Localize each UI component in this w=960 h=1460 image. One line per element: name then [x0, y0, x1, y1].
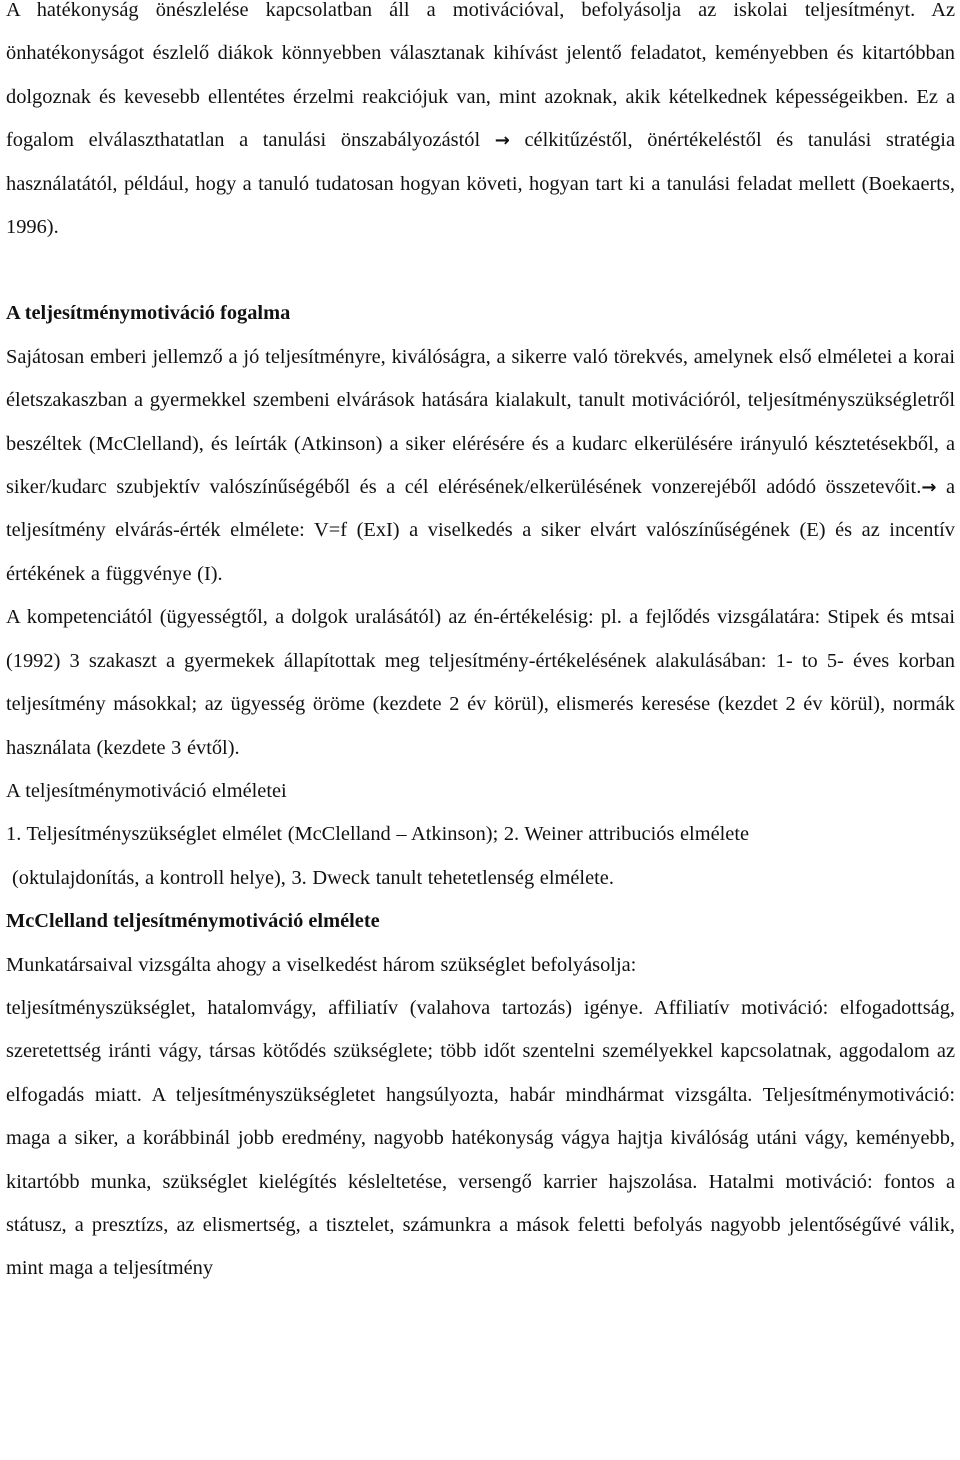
- theories-list-line-1: 1. Teljesítményszükséglet elmélet (McClelland – Atkinson); 2. Weiner attribuciós elmélete: [6, 823, 750, 846]
- paragraph-text: A hatékonyság önészlelése kapcsolatban áll a motivációval, befolyásolja az iskolai teljesítményt. Az önhatékonyságot észlelő diákok könnyebben választanak kihívást jelentő feladatot, keményebben és kitartóbban dolgoznak és kevesebb ellentétes érzelmi reakciójuk van, mint azoknak, akik kételkednek képességeikben. Ez a fogalom elválaszthatatlan a tanulási önszabályozástól: [6, 0, 955, 152]
- subheading-theories: A teljesítménymotiváció elméletei: [6, 779, 287, 802]
- arrow-right-icon: →: [494, 130, 510, 152]
- theories-list-line-2: (oktulajdonítás, a kontroll helye), 3. Dweck tanult tehetetlenség elmélete.: [12, 866, 614, 889]
- arrow-right-icon: →: [921, 477, 937, 499]
- paragraph-text: célkitűzéstől, önértékeléstől és tanulási stratégia használatától, például, hogy a tanuló tudatosan hogyan követi, hogyan tart ki a tanulási feladat mellett (Boekaerts, 1996).: [6, 129, 955, 239]
- section-heading: McClelland teljesítménymotiváció elmélete: [6, 910, 380, 933]
- paragraph-definition: [6, 336, 955, 596]
- paragraph-competence: A kompetenciától (ügyességtől, a dolgok uralásától) az én-értékelésig: pl. a fejlődés vizsgálatára: Stipek és mtsai (1992) 3 szakaszt a gyermekek állapítottak meg teljesítmény-értékelésének alakulásában: 1- to 5- éves korban teljesítmény másokkal; az ügyesség öröme (kezdete 2 év körül), elismerés keresése (kezdet 2 év körül), normák használata (kezdete 3 évtől).: [6, 606, 955, 759]
- spacer: [6, 249, 955, 292]
- paragraph-needs: teljesítményszükséglet, hatalomvágy, affiliatív (valahova tartozás) igénye. Affiliatív motiváció: elfogadottság, szeretettség iránti vágy, társas kötődés szükséglete; több időt szentelni személyekkel kapcsolatnak, aggodalom az elfogadás miatt. A teljesítményszükségletet hangsúlyozta, habár mindhármat vizsgálta. Teljesítménymotiváció: maga a siker, a korábbinál jobb eredmény, nagyobb hatékonyság vágya hajtja kiválóság utáni vágy, keményebb, kitartóbb munka, szükséglet kielégítés késleltetése, versengő karrier hajszolása. Hatalmi motiváció: fontos a státusz, a presztízs, az elismertség, a tisztelet, számunkra a mások feletti befolyás nagyobb jelentőségűvé válik, mint maga a teljesítmény: [6, 996, 955, 1280]
- document-page: [6, 0, 955, 1291]
- paragraph-intro: Munkatársaival vizsgálta ahogy a viselkedést három szükséglet befolyásolja:: [6, 953, 637, 976]
- paragraph-text: a teljesítmény elvárás-érték elmélete: V=f (ExI) a viselkedés a siker elvárt valószínűségének (E) és az incentív értékének a függvénye (I).: [6, 476, 955, 585]
- section-heading: A teljesítménymotiváció fogalma: [6, 302, 291, 325]
- paragraph-self-efficacy: [6, 0, 955, 249]
- paragraph-text: Sajátosan emberi jellemző a jó teljesítményre, kiválóságra, a sikerre való törekvés, amelynek első elméletei a korai életszakaszban a gyermekkel szembeni elvárások hatására kialakult, tanult motivációról, teljesítményszükségletről beszéltek (McClelland), és leírták (Atkinson) a siker elérésére és a kudarc elkerülésére irányuló késztetésekből, a siker/kudarc szubjektív valószínűségéből és a cél elérésének/elkerülésének vonzerejéből adódó összetevőit.: [6, 345, 955, 499]
